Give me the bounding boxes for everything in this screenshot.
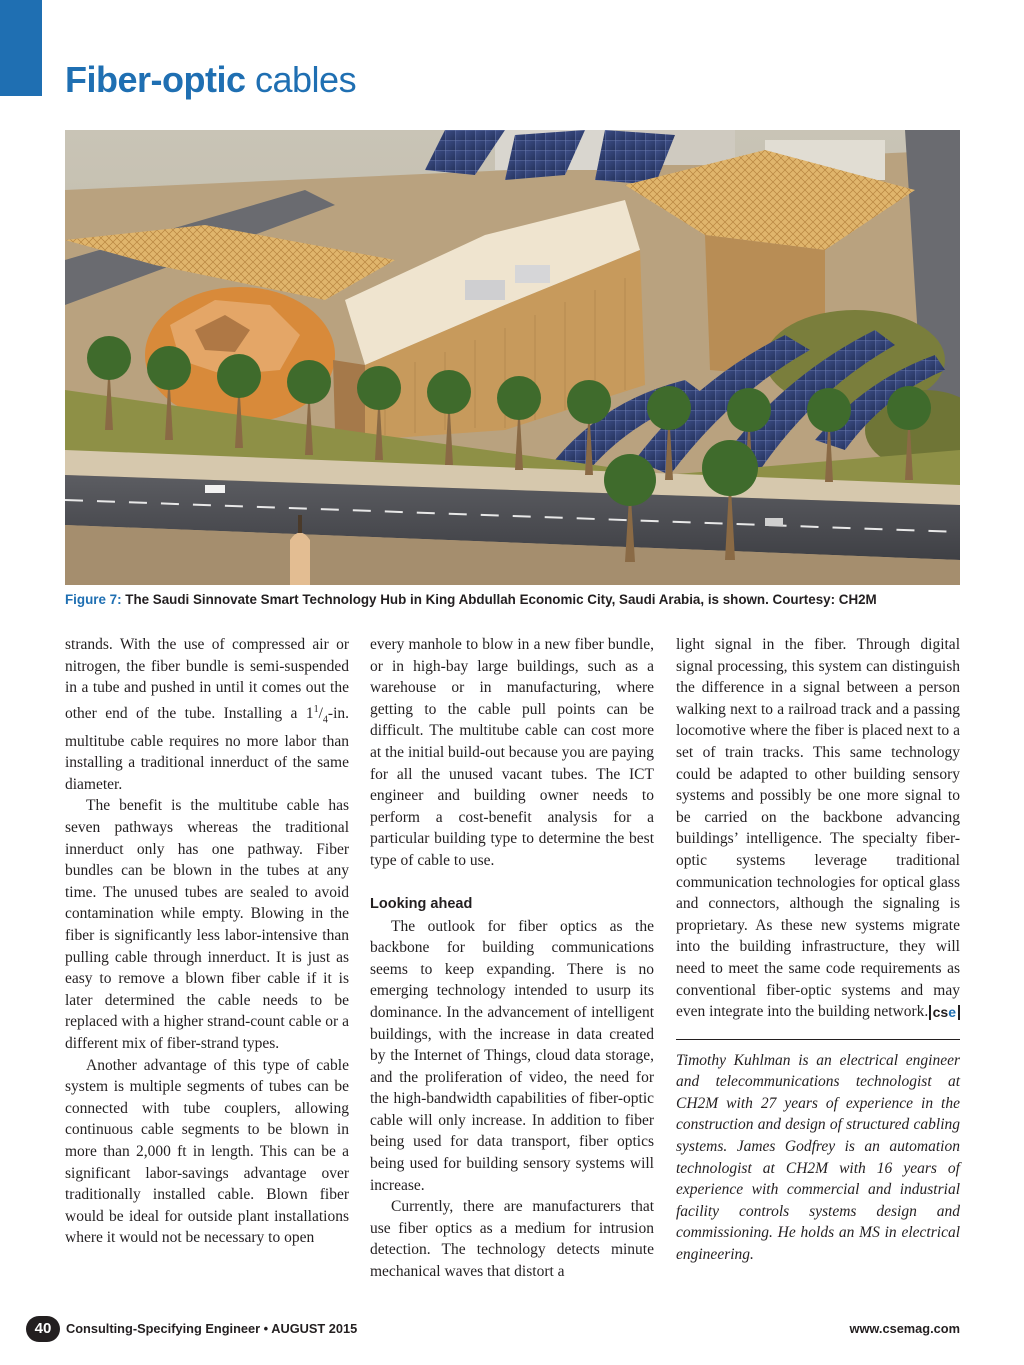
column1-p1-end: -in. multitube cable requires no more labor than installing a traditional innerduct of the same diameter. [65,704,349,793]
page-title-light: cables [245,59,357,100]
text-column-1 [65,634,349,1249]
column2-paragraph-1: every manhole to blow in a new fiber bundle, or in high-bay large buildings, such as a warehouse or in manufacturing, where getting to the cable pull points can be difficult. The multitube cable can cost more at the initial build-out because you are paying for all the unused vacant tubes. The ICT engineer and building owner needs to perform a cost-benefit analysis for a particular building type to determine the best type of cable to use. [370,636,654,869]
figure-caption [65,592,965,607]
page-title-bold: Fiber-optic [65,59,246,100]
footer-website[interactable]: www.csemag.com [849,1321,960,1336]
bio-divider [676,1039,960,1040]
page-title [65,58,356,102]
cse-end-mark-icon [929,1005,960,1020]
fraction-denominator: 4 [322,714,328,726]
figure-image [65,130,960,585]
section-heading-looking-ahead: Looking ahead [370,895,473,912]
footer-publication: Consulting-Specifying Engineer • AUGUST 2015 [66,1321,358,1336]
text-column-3 [676,634,960,1266]
author-bio: Timothy Kuhlman is an electrical engineer and telecommunications technologist at CH2M with 27 years of experience in the construction and design of structured cabling systems. James Godfrey is an automation technologist at CH2M with 16 years of experience with commercial and industrial facility controls systems design and commissioning. He holds an MS in electrical engineering. [676,1051,960,1264]
fraction-slash: / [318,704,323,722]
column1-paragraph-3: Another advantage of this type of cable system is multiple segments of tubes can be connected with tube couplers, allowing continuous cable segments to be blown in more than 2,000 ft in length. This can be a significant labor-savings advantage over traditionally installed cable. Blown fiber would be ideal for outside plant installations where it would not be necessary to open [65,1056,349,1247]
fraction-numerator: 1 [313,703,319,715]
column1-paragraph-1 [65,634,349,795]
architectural-rendering [65,130,960,585]
column2-paragraph-2: The outlook for fiber optics as the backbone for building communications seems to keep expanding. There is no emerging technology intended to usurp its dominance. In the advancement of intelligent buildings, with the increase in data created by the Internet of Things, cloud data storage, and the proliferation of video, the need for the high-bandwidth capabilities of fiber-optic cable will only increase. In addition to fiber being used for data transport, fiber optics being used for building sensory systems will increase. [370,917,654,1194]
column1-p1-start: strands. With the use of compressed air or nitrogen, the fiber bundle is semi-suspended in a tube and pushed in until it comes out the other end of the tube. Installing a 1 [65,636,349,722]
column2-paragraph-3: Currently, there are manufacturers that use fiber optics as a medium for intrusion detection. The technology detects minute mechanical waves that distort a [370,1198,654,1281]
column3-paragraph-1 [676,634,960,1023]
column1-paragraph-2: The benefit is the multitube cable has seven pathways whereas the traditional innerduct only has one pathway. Fiber bundles can be blown in the tubes at any time. The unused tubes are sealed to avoid contamination while empty. Blowing in the fiber is significantly less labor-intensive than pulling cable through innerduct. It is just as easy to remove a blown fiber cable if it is later determined the cable needs to be replaced with a higher strand-count cable or a different mix of fiber-strand types. [65,797,349,1052]
figure-caption-lead: Figure 7: [65,592,122,607]
column3-p1-text: light signal in the fiber. Through digital signal processing, this system can distinguish the difference in a signal between a person walking next to a railroad track and a passing locomotive where the fiber is placed next to a set of train tracks. This same technology could be adapted to other building sensory systems and possibly be one more signal to be carried on the backbone advancing buildings’ intelligence. The specialty fiber-optic systems leverage traditional communication technologies for optical glass and connectors, although the signaling is proprietary. As these new systems migrate into the building infrastructure, they will need to meet the same code requirements as conventional fiber-optic systems and may even integrate into the building network. [676,636,960,1021]
text-column-2 [370,634,654,1283]
section-tab [0,0,42,96]
end-mark-cs: cs [932,1004,949,1021]
end-mark-e: e [948,1004,956,1021]
page-footer [26,1316,966,1344]
page-number: 40 [26,1316,60,1342]
figure-caption-text: The Saudi Sinnovate Smart Technology Hub in King Abdullah Economic City, Saudi Arabia, is shown. Courtesy: CH2M [121,592,877,607]
